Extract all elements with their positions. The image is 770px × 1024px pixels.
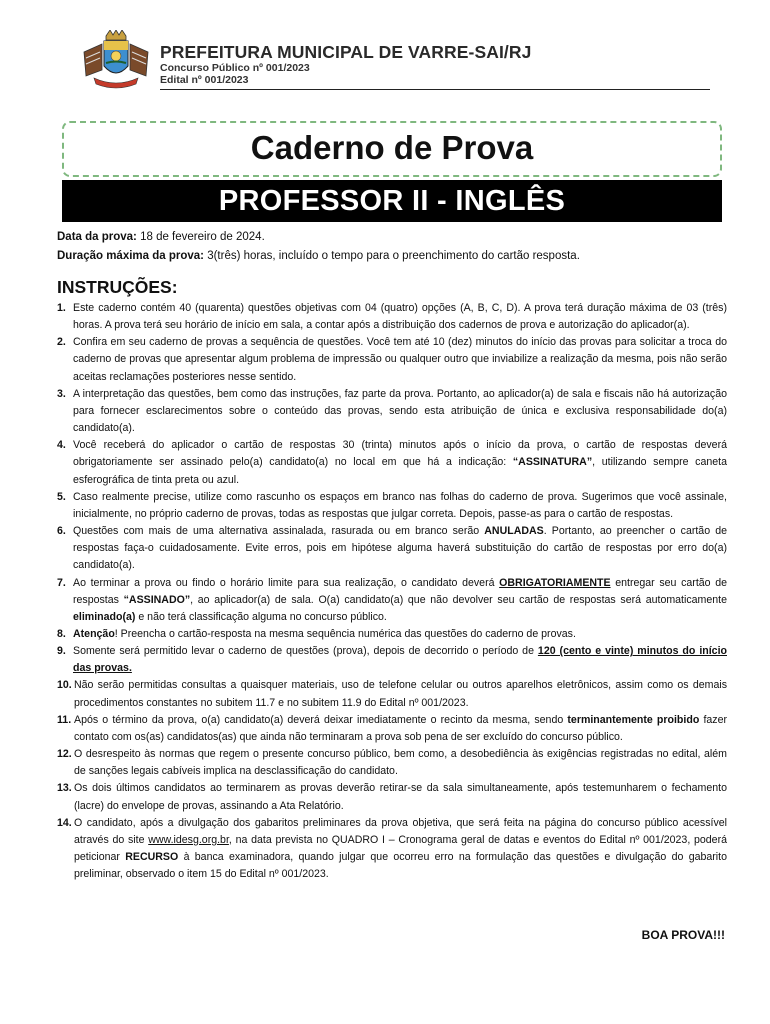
instruction-text: Não serão permitidas consultas a quaisquer materiais, uso de telefone celular ou outros aparelhos eletrônicos, assim como os demais procedimentos constantes no subitem 11.7 e no subitem 11.9 do Edital nº 001/2023. [74,679,727,709]
instruction-text: Ao terminar a prova ou findo o horário limite para sua realização, o candidato deverá [73,576,500,589]
instruction-text: O desrespeito às normas que regem o presente concurso público, bem como, a desobediência às exigências registradas no edital, além de sanções legais cabíveis implica na desclassificação do candidato. [74,748,727,778]
instruction-number: 1. [57,302,66,314]
instruction-text: A interpretação das questões, bem como das instruções, faz parte da prova. Portanto, ao aplicador(a) de sala e fiscais não há autorização para fornecer esclarecimentos sobre o conteúdo das provas, sendo esta atribuição de única e exclusiva responsabilidade do(a) candidato(a). [73,387,727,435]
instruction-text: 120 (cento e vinte) minutos do início das provas. [73,645,727,675]
instruction-text: fazer contato com os(as) candidatos(as) que ainda não terminaram a prova sob pena de ser excluído do concurso público. [74,713,728,743]
instruction-number: 7. [57,576,66,589]
exam-meta [57,228,580,266]
instruction-number: 8. [57,627,66,640]
instruction-text: “ASSINATURA” [512,456,593,469]
instruction-number: 9. [57,645,66,658]
instruction-text: Caso realmente precise, utilize como rascunho os espaços em branco nas folhas do caderno de prova. Sugerimos que você assinale, inicialmente, no próprio caderno de provas, todas as respostas que julgar correta. Depois, passe-as para o cartão de respostas. [73,490,727,520]
instruction-item [57,575,727,626]
instruction-text: Após o término da prova, o(a) candidato(a) deverá deixar imediatamente o recinto da mesma, sendo [74,713,568,726]
page-header [80,30,710,92]
exam-duration-line [57,247,580,266]
closing-message: BOA PROVA!!! [641,928,725,942]
edital-number: Edital nº 001/2023 [160,74,249,86]
instruction-text: Somente será permitido levar o caderno de questões (prova), depois de decorrido o período de [73,645,538,658]
instruction-number: 14. [57,816,72,829]
instruction-item [57,437,727,488]
document-title: Caderno de Prova [250,129,534,166]
instruction-text: O candidato, após a divulgação dos gabaritos preliminares da prova objetiva, que será feita na página do concurso público acessível através do site [74,816,727,846]
instruction-text: RECURSO [125,851,179,863]
instruction-number: 12. [57,748,72,761]
instruction-text: . Portanto, ao preencher o cartão de respostas faça-o cuidadosamente. Evite erros, pois em hipótese alguma haverá substituição do cartão de respostas por erro do(a) candidato(a). [73,525,727,572]
exam-date-value: 18 de fevereiro de 2024. [136,231,265,243]
instruction-text: Os dois últimos candidatos ao terminarem as provas deverão retirar-se da sala simultaneamente, após testemunharem o fechamento (lacre) do envelope de provas, assinando a Ata Relatório. [74,782,727,812]
instruction-number: 3. [57,387,66,400]
instruction-text: “ASSINADO” [123,593,191,606]
instruction-text: , ao aplicador(a) de sala. O(a) candidato(a) que não devolver seu cartão de respostas será automaticamente [190,593,727,606]
instruction-number: 4. [57,439,66,452]
instruction-text: eliminado(a) [73,610,136,623]
instruction-text: Você receberá do aplicador o cartão de respostas 30 (trinta) minutos após o início da prova, o cartão de respostas deverá obrigatoriamente ser assinado pelo(a) candidato(a) no local em que há a indicação: [73,439,727,469]
instruction-item [57,780,727,814]
instruction-item [57,712,727,746]
instruction-text: , utilizando sempre caneta esferográfica de tinta preta ou azul. [73,456,727,486]
instruction-text: e não terá classificação alguma no concurso público. [135,610,387,623]
contest-number: Concurso Público nº 001/2023 [160,62,310,74]
instruction-item [57,746,727,780]
instruction-item [57,300,727,334]
instruction-text: www.idesg.org.br [148,833,229,846]
instruction-text: ! Preencha o cartão-resposta na mesma sequência numérica das questões do caderno de provas. [114,627,576,640]
instruction-text: Atenção [73,627,115,640]
instruction-number: 5. [57,490,66,503]
instruction-number: 11. [57,713,72,726]
instruction-text: terminantemente proibido [567,713,700,726]
instruction-number: 2. [57,336,66,349]
instruction-item [57,386,727,437]
instruction-item [57,815,727,884]
instruction-text: ANULADAS [484,525,544,538]
municipality-title: PREFEITURA MUNICIPAL DE VARRE-SAI/RJ [160,42,532,62]
instruction-text: à banca examinadora, quando julgar que ocorreu erro na formulação das questões e divulgação do gabarito preliminar, observado o item 15 do Edital nº 001/2023. [74,851,727,881]
instruction-item [57,643,727,677]
instruction-item [57,523,727,574]
instruction-text: Este caderno contém 40 (quarenta) questões objetivas com 04 (quatro) opções (A, B, C, D). A prova terá duração máxima de 03 (três) horas. A prova terá seu horário de início em sala, a contar após a distribuição dos cadernos de prova e autorização do aplicador(a). [73,302,727,332]
instruction-number: 10. [57,679,72,692]
exam-date-label: Data da prova: [57,231,137,243]
instruction-number: 13. [57,782,72,795]
instruction-text: entregar seu cartão de respostas [73,576,727,606]
instructions-heading: INSTRUÇÕES: [57,277,178,297]
instruction-number: 6. [57,525,66,538]
exam-position-banner: PROFESSOR II - INGLÊS [62,180,722,222]
header-text [160,42,710,90]
exam-date-line [57,228,580,247]
instruction-item [57,489,727,523]
exam-duration-label: Duração máxima da prova: [57,250,205,262]
exam-duration-value: 3(três) horas, incluído o tempo para o preenchimento do cartão resposta. [204,250,580,262]
instruction-item [57,334,727,385]
instruction-text: OBRIGATORIAMENTE [499,576,611,589]
instruction-item [57,677,727,711]
instructions-list [57,300,727,883]
municipal-crest-icon [80,30,152,90]
instruction-text: Confira em seu caderno de provas a sequência de questões. Você tem até 10 (dez) minutos do início das provas para solicitar a troca do caderno de provas que apresentar algum problema de impressão ou qualquer outro que inviabilize a realização da mesma, pois não serão aceitas reclamações posteriores nesse sentido. [73,336,727,383]
instruction-text: , na data prevista no QUADRO I – Cronograma geral de datas e eventos do Edital nº 001/2023, poderá peticionar [74,833,727,863]
instruction-item [57,626,727,643]
instruction-text: Questões com mais de uma alternativa assinalada, rasurada ou em branco serão [73,525,485,538]
